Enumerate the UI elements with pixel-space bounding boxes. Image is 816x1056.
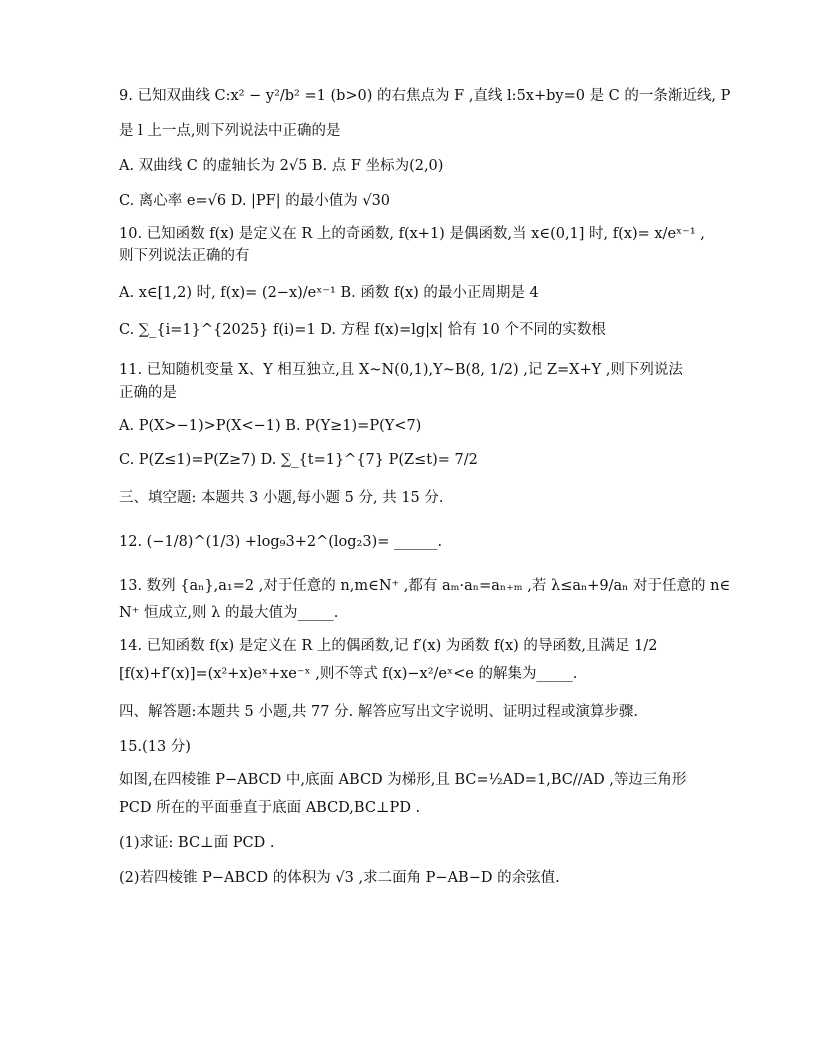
q15-part1: (1)求证: BC⊥面 PCD . (119, 835, 275, 851)
q9-stem-line2: 是 l 上一点,则下列说法中正确的是 (119, 123, 341, 139)
q10-stem-line1: 10. 已知函数 f(x) 是定义在 R 上的奇函数, f(x+1) 是偶函数,当 x∈(0,1] 时, f(x)= x/eˣ⁻¹ , (119, 226, 705, 242)
section-4-heading: 四、解答题:本题共 5 小题,共 77 分. 解答应写出文字说明、证明过程或演算步骤. (119, 704, 638, 720)
q11-stem-line1: 11. 已知随机变量 X、Y 相互独立,且 X~N(0,1),Y~B(8, 1/2) ,记 Z=X+Y ,则下列说法 (119, 362, 683, 378)
q15-part2: (2)若四棱锥 P−ABCD 的体积为 √3 ,求二面角 P−AB−D 的余弦值. (119, 870, 560, 886)
q15-stem-line2: PCD 所在的平面垂直于底面 ABCD,BC⊥PD . (119, 800, 421, 816)
q12-stem: 12. (−1/8)^(1/3) +log₉3+2^(log₂3)= ______. (119, 534, 443, 550)
q11-options-cd: C. P(Z≤1)=P(Z≥7) D. ∑_{t=1}^{7} P(Z≤t)= 7/2 (119, 452, 478, 468)
q13-stem-line1: 13. 数列 {aₙ},a₁=2 ,对于任意的 n,m∈N⁺ ,都有 aₘ·aₙ=aₙ₊ₘ ,若 λ≤aₙ+9/aₙ 对于任意的 n∈ (119, 578, 731, 594)
q9-options-ab: A. 双曲线 C 的虚轴长为 2√5 B. 点 F 坐标为(2,0) (119, 158, 444, 174)
q10-stem-line2: 则下列说法正确的有 (119, 248, 250, 264)
q11-stem-line2: 正确的是 (119, 385, 177, 401)
q10-options-cd: C. ∑_{i=1}^{2025} f(i)=1 D. 方程 f(x)=lg|x| 恰有 10 个不同的实数根 (119, 322, 606, 338)
q15-stem-line1: 如图,在四棱锥 P−ABCD 中,底面 ABCD 为梯形,且 BC=½AD=1,BC//AD ,等边三角形 (119, 772, 687, 788)
q13-stem-line2: N⁺ 恒成立,则 λ 的最大值为_____. (119, 605, 339, 621)
q10-options-ab: A. x∈[1,2) 时, f(x)= (2−x)/eˣ⁻¹ B. 函数 f(x) 的最小正周期是 4 (119, 285, 539, 301)
q9-options-cd: C. 离心率 e=√6 D. |PF| 的最小值为 √30 (119, 193, 391, 209)
q14-stem-line2: [f(x)+f′(x)]=(x²+x)eˣ+xe⁻ˣ ,则不等式 f(x)−x²/eˣ<e 的解集为_____. (119, 666, 578, 682)
q9-stem-line1: 9. 已知双曲线 C:x² − y²/b² =1 (b>0) 的右焦点为 F ,直线 l:5x+by=0 是 C 的一条渐近线, P (119, 88, 731, 104)
q11-options-ab: A. P(X>−1)>P(X<−1) B. P(Y≥1)=P(Y<7) (119, 418, 422, 434)
section-3-heading: 三、填空题: 本题共 3 小题,每小题 5 分, 共 15 分. (119, 490, 444, 506)
q15-header: 15.(13 分) (119, 739, 191, 755)
q14-stem-line1: 14. 已知函数 f(x) 是定义在 R 上的偶函数,记 f′(x) 为函数 f(x) 的导函数,且满足 1/2 (119, 638, 658, 654)
